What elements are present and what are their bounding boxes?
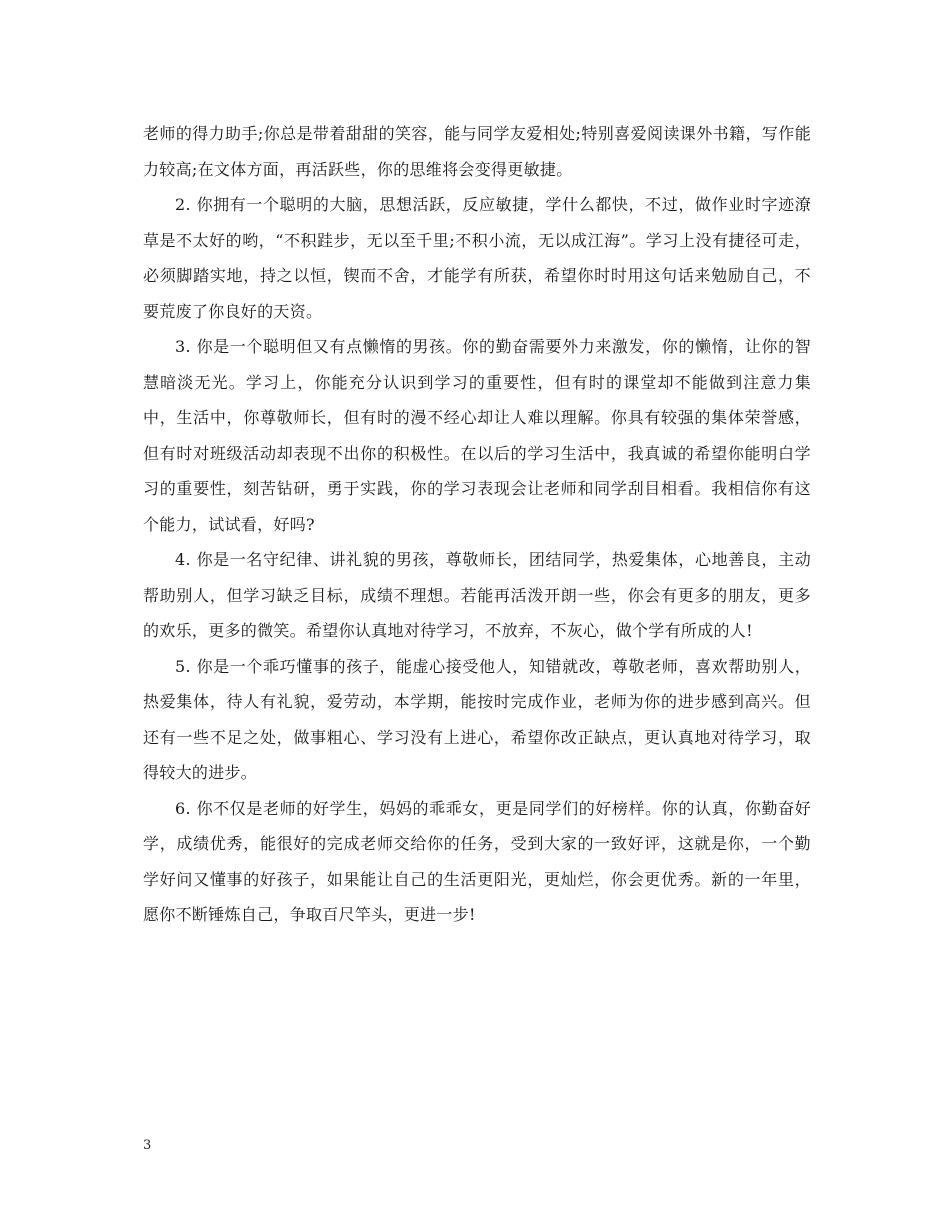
paragraph-continued: 老师的得力助手;你总是带着甜甜的笑容，能与同学友爱相处;特别喜爱阅读课外书籍，写作能力较高;在文体方面，再活跃些，你的思维将会变得更敏捷。 — [143, 124, 811, 179]
paragraph-comment-4: 4. 你是一名守纪律、讲礼貌的男孩，尊敬师长，团结同学，热爱集体，心地善良，主动帮助别人，但学习缺乏目标，成绩不理想。若能再活泼开朗一些，你会有更多的朋友，更多的欢乐，更多的微笑。希望你认真地对待学习，不放弃，不灰心，做个学有所成的人! — [143, 550, 811, 640]
paragraph-comment-3: 3. 你是一个聪明但又有点懒惰的男孩。你的勤奋需要外力来激发，你的懒惰，让你的智慧暗淡无光。学习上，你能充分认识到学习的重要性，但有时的课堂却不能做到注意力集中，生活中，你尊敬师长，但有时的漫不经心却让人难以理解。你具有较强的集体荣誉感，但有时对班级活动却表现不出你的积极性。在以后的学习生活中，我真诚的希望你能明白学习的重要性，刻苦钻研，勇于实践，你的学习表现会让老师和同学刮目相看。我相信你有这个能力，试试看，好吗? — [143, 337, 811, 534]
paragraph-comment-5: 5. 你是一个乖巧懂事的孩子，能虚心接受他人，知错就改，尊敬老师，喜欢帮助别人，热爱集体，待人有礼貌，爱劳动，本学期，能按时完成作业，老师为你的进步感到高兴。但还有一些不足之处，做事粗心、学习没有上进心，希望你改正缺点，更认真地对待学习，取得较大的进步。 — [143, 656, 811, 782]
document-body — [143, 116, 811, 933]
paragraph-comment-2: 2. 你拥有一个聪明的大脑，思想活跃，反应敏捷，学什么都快，不过，做作业时字迹潦草是不太好的哟，“不积跬步，无以至千里;不积小流，无以成江海”。学习上没有捷径可走，必须脚踏实地，持之以恒，锲而不舍，才能学有所获，希望你时时用这句话来勉励自己，不要荒废了你良好的天资。 — [143, 195, 811, 321]
page-number: 3 — [143, 1138, 152, 1153]
paragraph-comment-6: 6. 你不仅是老师的好学生，妈妈的乖乖女，更是同学们的好榜样。你的认真，你勤奋好学，成绩优秀，能很好的完成老师交给你的任务，受到大家的一致好评，这就是你，一个勤学好问又懂事的好孩子，如果能让自己的生活更阳光，更灿烂，你会更优秀。新的一年里，愿你不断锤炼自己，争取百尺竿头，更进一步! — [143, 798, 811, 924]
